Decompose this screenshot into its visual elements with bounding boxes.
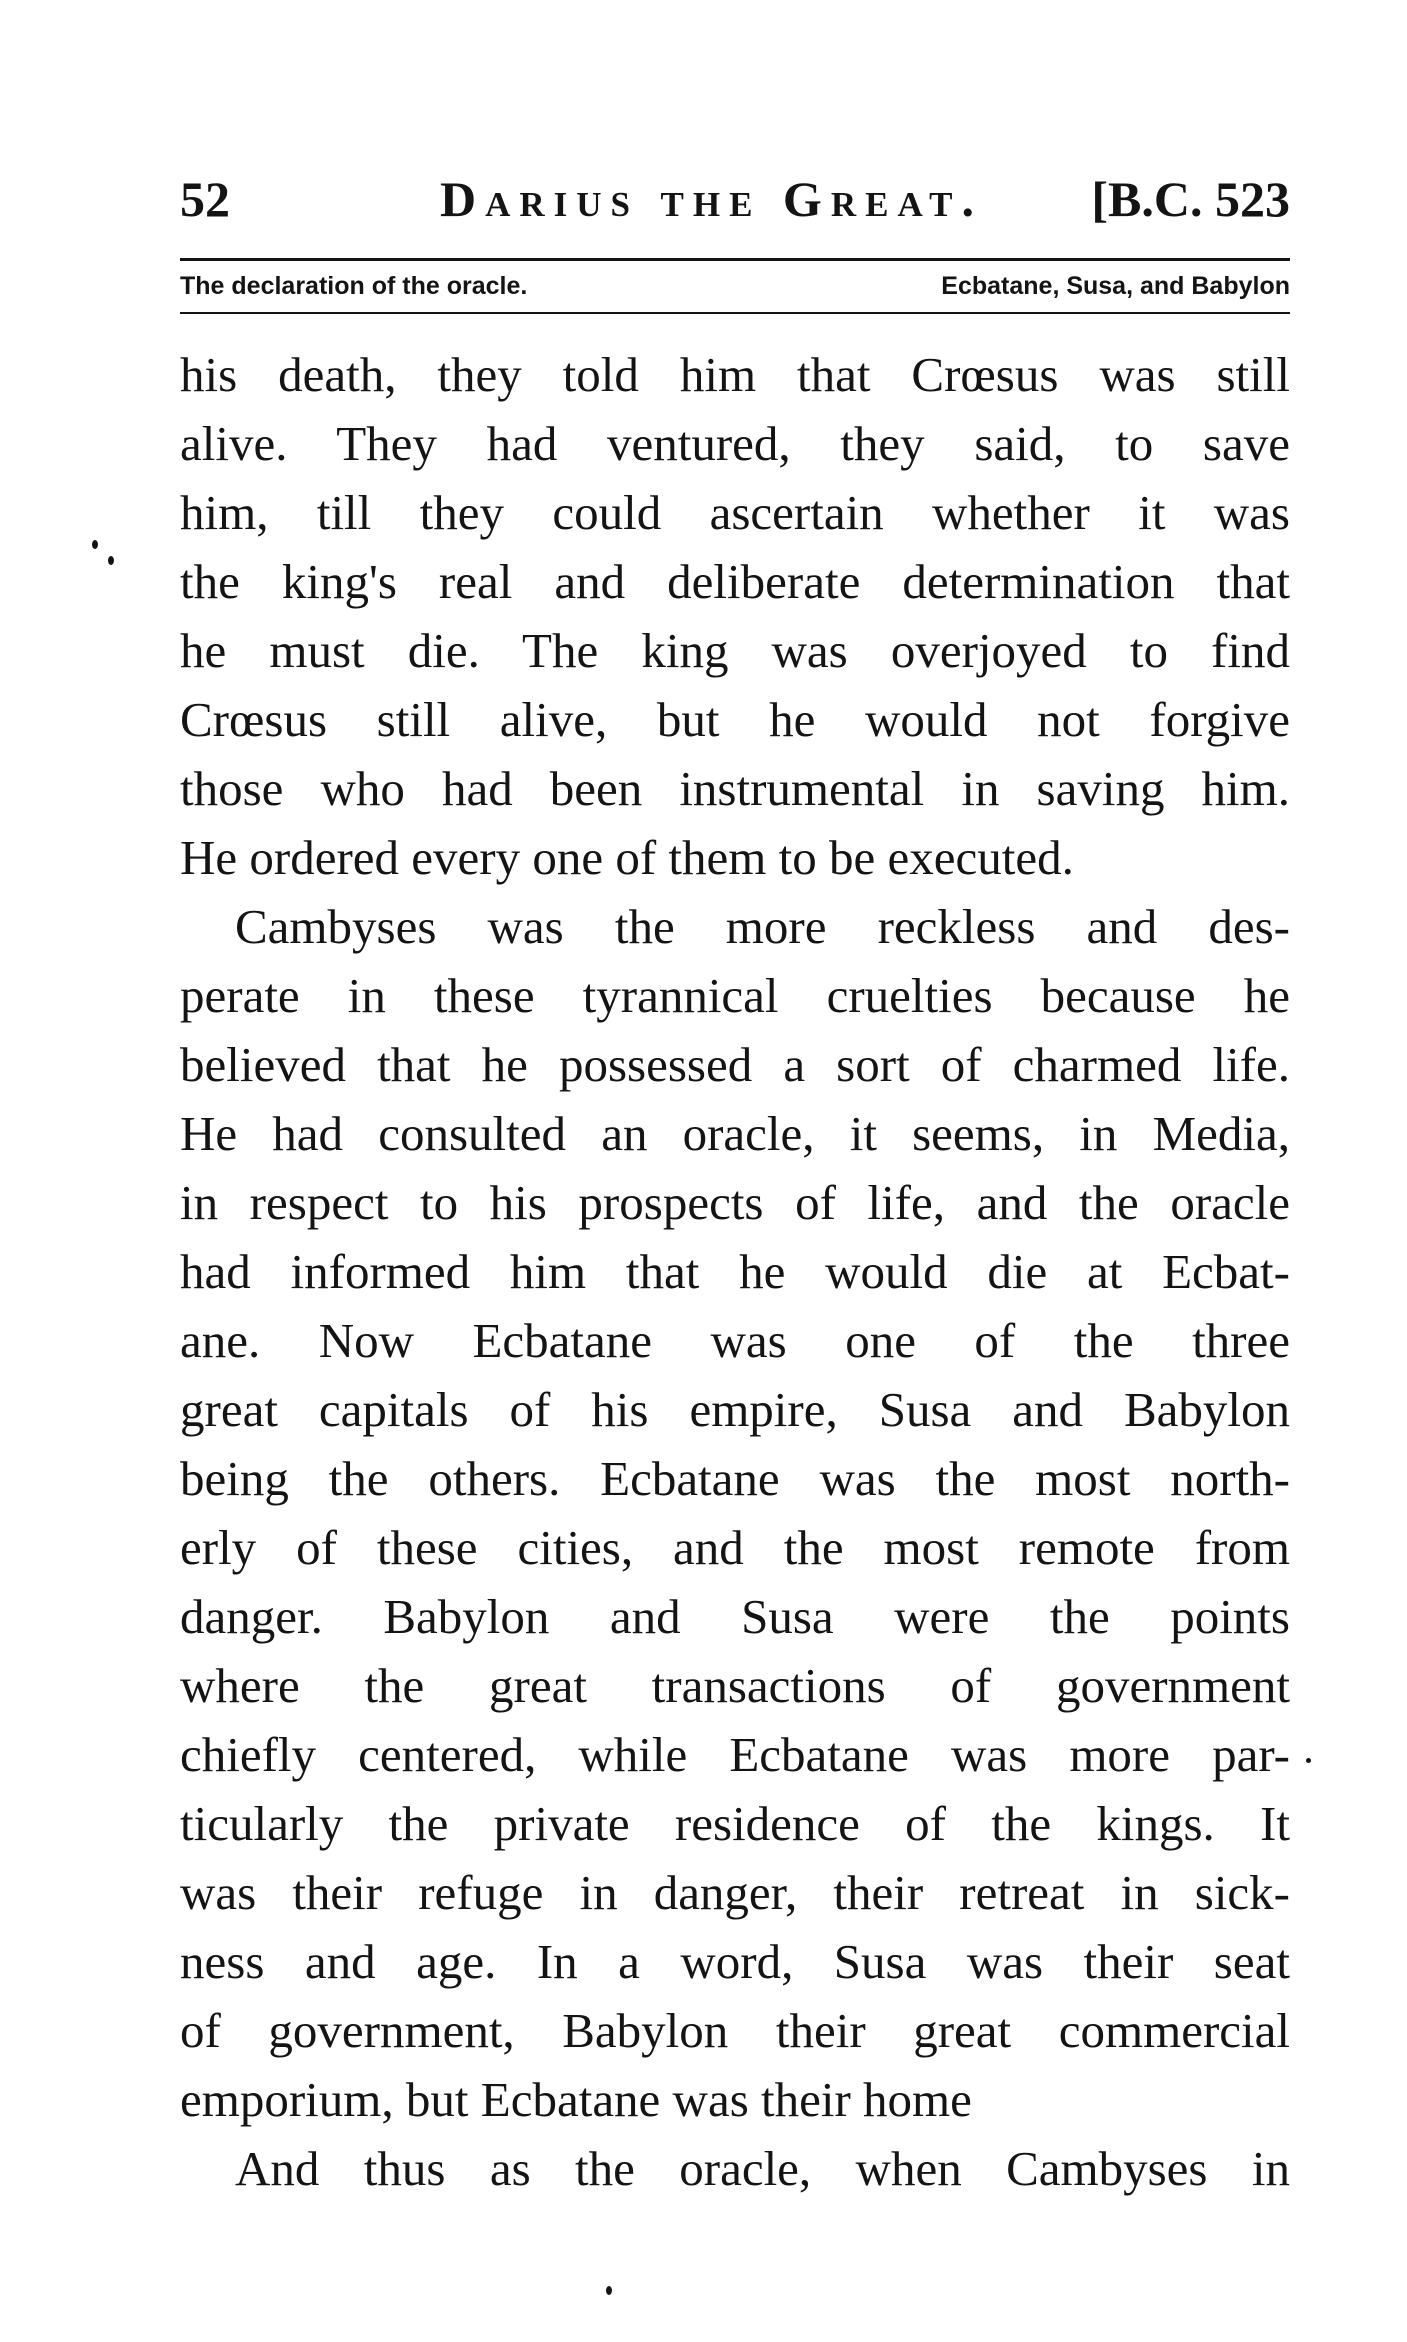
- text-line: ane. Now Ecbatane was one of the three: [180, 1313, 1290, 1368]
- text-line: He ordered every one of them to be executed.: [180, 830, 1074, 885]
- text-line: had informed him that he would die at Ecbat-: [180, 1244, 1290, 1299]
- text-line: where the great transactions of government: [180, 1658, 1290, 1713]
- ink-speck: [606, 2286, 612, 2295]
- book-title: Darius the Great.: [440, 171, 983, 227]
- running-head: [180, 170, 1290, 240]
- ink-speck: [108, 556, 114, 565]
- text-line: emporium, but Ecbatane was their home: [180, 2072, 972, 2127]
- text-line: perate in these tyrannical cruelties because he: [180, 968, 1290, 1023]
- text-line: ness and age. In a word, Susa was their seat: [180, 1934, 1290, 1989]
- side-note-rule: [180, 312, 1290, 314]
- text-line: He had consulted an oracle, it seems, in Media,: [180, 1106, 1290, 1161]
- side-notes: [180, 272, 1290, 308]
- text-line: he must die. The king was overjoyed to find: [180, 623, 1290, 678]
- text-line: those who had been instrumental in saving him.: [180, 761, 1290, 816]
- ink-speck: [1306, 1758, 1311, 1763]
- text-line: danger. Babylon and Susa were the points: [180, 1589, 1290, 1644]
- text-line: in respect to his prospects of life, and the oracle: [180, 1175, 1290, 1230]
- body-text: [180, 340, 1290, 2203]
- date-range: [B.C. 523: [1091, 171, 1290, 227]
- text-line: ticularly the private residence of the kings. It: [180, 1796, 1290, 1851]
- side-note-right: Ecbatane, Susa, and Babylon: [941, 272, 1290, 300]
- page-number: 52: [180, 171, 230, 227]
- text-line: great capitals of his empire, Susa and Babylon: [180, 1382, 1290, 1437]
- text-line: alive. They had ventured, they said, to save: [180, 416, 1290, 471]
- text-line: believed that he possessed a sort of charmed life.: [180, 1037, 1290, 1092]
- text-line: Crœsus still alive, but he would not forgive: [180, 692, 1290, 747]
- text-line: was their refuge in danger, their retreat in sick-: [180, 1865, 1290, 1920]
- text-line: the king's real and deliberate determination that: [180, 554, 1290, 609]
- text-line: his death, they told him that Crœsus was still: [180, 347, 1290, 402]
- text-line: him, till they could ascertain whether it was: [180, 485, 1290, 540]
- text-line: of government, Babylon their great commercial: [180, 2003, 1290, 2058]
- ink-speck: [92, 540, 98, 549]
- header-rule: [180, 258, 1290, 261]
- text-line: And thus as the oracle, when Cambyses in: [235, 2141, 1290, 2196]
- text-line: Cambyses was the more reckless and des-: [235, 899, 1290, 954]
- text-line: erly of these cities, and the most remote from: [180, 1520, 1290, 1575]
- side-note-left: The declaration of the oracle.: [180, 272, 528, 300]
- text-line: being the others. Ecbatane was the most north-: [180, 1451, 1290, 1506]
- text-line: chiefly centered, while Ecbatane was more par-: [180, 1727, 1290, 1782]
